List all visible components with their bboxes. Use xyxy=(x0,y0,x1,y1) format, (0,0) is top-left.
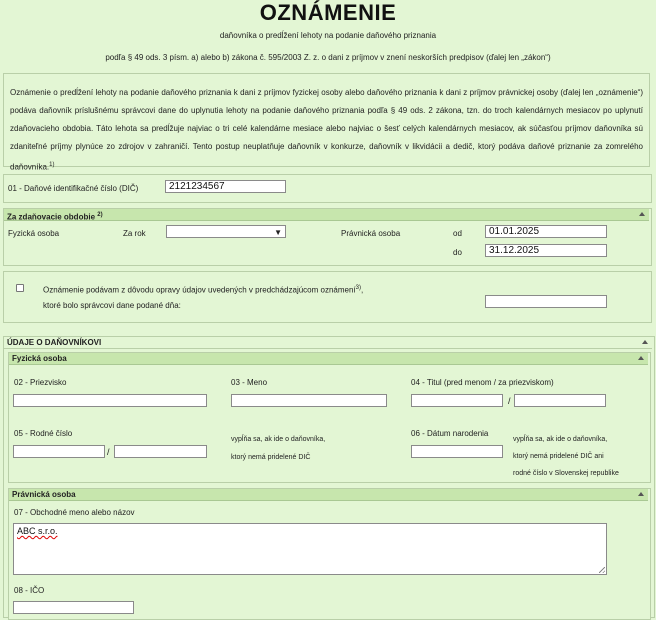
rc-note-2: ktorý nemá pridelené DIČ xyxy=(231,454,311,461)
dic-input[interactable]: 2121234567 xyxy=(165,180,286,193)
correction-text-2: ktoré bolo správcovi dane podané dňa: xyxy=(43,301,181,310)
surname-input[interactable] xyxy=(13,394,207,407)
name-label: 03 - Meno xyxy=(231,378,268,387)
rc-note-1: vypĺňa sa, ak ide o daňovníka, xyxy=(231,436,326,443)
intro-footnote: 1) xyxy=(49,162,55,168)
chevron-down-icon: ▼ xyxy=(274,228,282,237)
rc-separator: / xyxy=(107,447,110,457)
title-before-input[interactable] xyxy=(411,394,503,407)
correction-date-input[interactable] xyxy=(485,295,607,308)
dob-note-1: vypĺňa sa, ak ide o daňovníka, xyxy=(513,436,608,443)
dob-note-2: ktorý nemá pridelené DIČ ani xyxy=(513,453,604,460)
collapse-icon[interactable] xyxy=(638,492,644,496)
title-after-input[interactable] xyxy=(514,394,606,407)
rc-label: 05 - Rodné číslo xyxy=(14,429,73,438)
po-header: Právnická osoba xyxy=(9,489,648,501)
name-input[interactable] xyxy=(231,394,387,407)
correction-checkbox[interactable] xyxy=(16,284,24,292)
ico-input[interactable] xyxy=(13,601,134,614)
from-date-input[interactable]: 01.01.2025 xyxy=(485,225,607,238)
po-label: Právnická osoba xyxy=(341,229,401,238)
rc-input-2[interactable] xyxy=(114,445,207,458)
ico-label: 08 - IČO xyxy=(14,586,45,595)
year-select[interactable] xyxy=(166,225,286,238)
dic-label: 01 - Daňové identifikačné číslo (DIČ) xyxy=(8,184,139,193)
intro-box xyxy=(3,73,650,172)
rc-input-1[interactable] xyxy=(13,445,105,458)
period-header xyxy=(4,209,649,221)
po-name-textarea[interactable]: ABC s.r.o. xyxy=(13,523,607,575)
page-title: OZNÁMENIE xyxy=(259,0,397,25)
intro-text: Oznámenie o predĺžení lehoty na podanie daňového priznania k dani z príjmov fyzickej osoby alebo daňového priznania k dani z príjmov právnickej osoby (ďalej len „oznámenie“) podáva daňovník príslušnému správcovi dane do uplynutia lehoty na podanie daňového priznania podľa § 49 ods. 2 zákona, tzn. do troch kalendárnych mesiacov po uplynutí zdaňovacieho obdobia. Táto lehota sa predĺžuje najviac o tri celé kalendárne mesiace alebo najviac o šesť celých kalendárnych mesiacov, ak súčasťou príjmov daňovníka sú zdaniteľné príjmy plynúce zo zdrojov v zahraničí. Tento postup neuplatňuje daňovník v konkurze, daňovník v likvidácii a dedič, ktorý podáva daňové priznanie za zomrelého daňovníka. xyxy=(10,88,643,172)
collapse-icon[interactable] xyxy=(642,340,648,344)
po-name-label: 07 - Obchodné meno alebo názov xyxy=(14,508,135,517)
title-label: 04 - Titul (pred menom / za priezviskom) xyxy=(411,378,554,387)
dob-label: 06 - Dátum narodenia xyxy=(411,429,489,438)
collapse-icon[interactable] xyxy=(638,356,644,360)
from-label: od xyxy=(453,229,462,238)
resize-handle-icon[interactable] xyxy=(599,567,605,573)
page-subtitle: daňovníka o predĺžení lehoty na podanie daňového priznania xyxy=(219,31,437,40)
taxpayer-header: ÚDAJE O DAŇOVNÍKOVI xyxy=(4,337,652,349)
period-heading: Za zdaňovacie obdobie xyxy=(7,212,96,222)
legal-basis: podľa § 49 ods. 3 písm. a) alebo b) zákona č. 595/2003 Z. z. o dani z príjmov v znení neskorších predpisov (ďalej len „zákon“) xyxy=(105,53,551,62)
period-note: 2) xyxy=(97,212,103,218)
dob-note-3: rodné číslo v Slovenskej republike xyxy=(513,470,619,477)
to-date-input[interactable]: 31.12.2025 xyxy=(485,244,607,257)
dob-input[interactable] xyxy=(411,445,503,458)
correction-text: Oznámenie podávam z dôvodu opravy údajov uvedených v predchádzajúcom oznámení$^{3)}$, xyxy=(43,285,364,295)
to-label: do xyxy=(453,248,462,257)
collapse-icon[interactable] xyxy=(639,212,645,216)
fo-header: Fyzická osoba xyxy=(9,353,648,365)
year-label: Za rok xyxy=(123,229,146,238)
title-separator: / xyxy=(508,396,511,406)
fo-label: Fyzická osoba xyxy=(8,229,60,238)
surname-label: 02 - Priezvisko xyxy=(14,378,67,387)
